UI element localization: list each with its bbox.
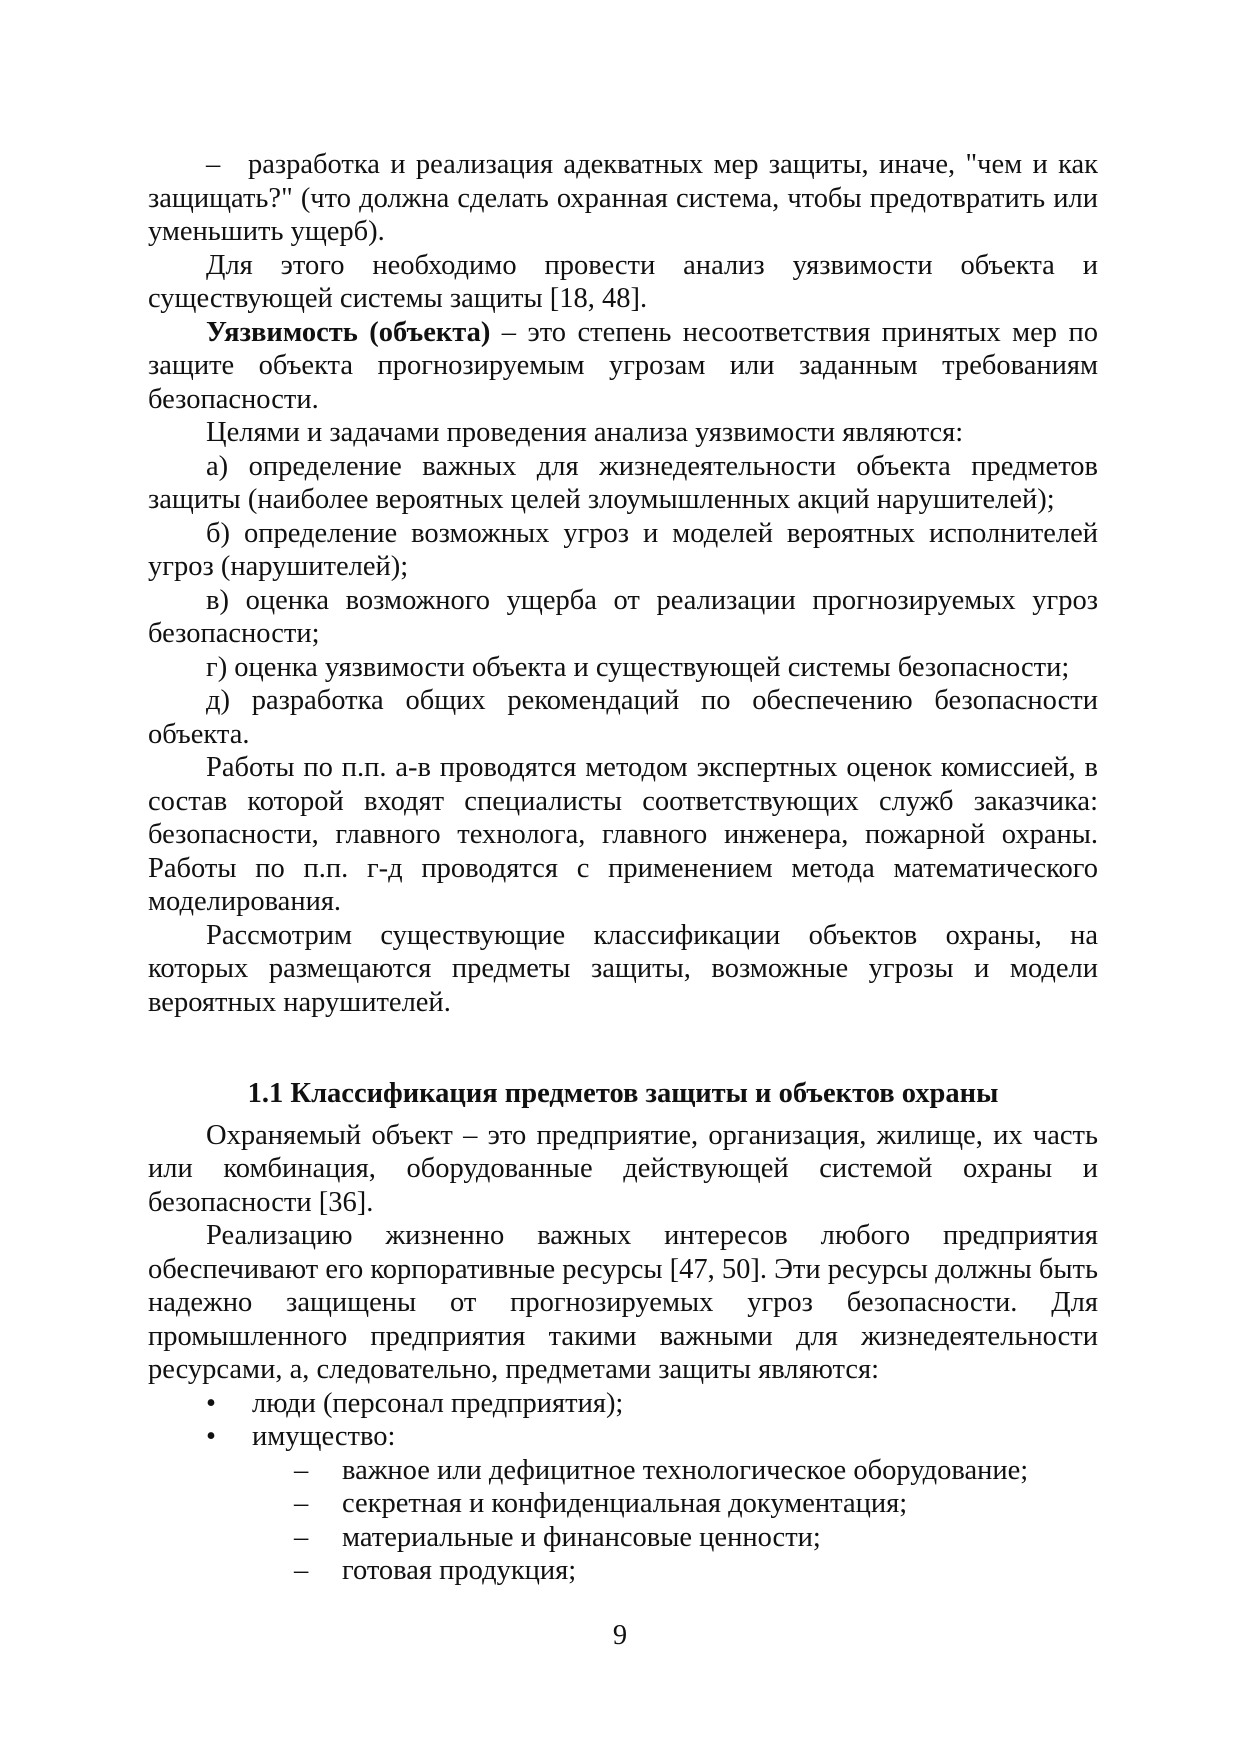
list-item-v: в) оценка возможного ущерба от реализации прогнозируемых угроз безопасности; <box>148 584 1098 649</box>
paragraph: Охраняемый объект – это предприятие, организация, жилище, их часть или комбинация, оборудованные действующей системой охраны и безопасности [36]. <box>148 1119 1098 1218</box>
bullet-text: имущество: <box>252 1421 396 1452</box>
dash-mark: – <box>294 1555 309 1586</box>
document-page <box>148 148 1098 1588</box>
bullet-item <box>148 1387 1098 1421</box>
dash-mark: – <box>294 1488 309 1519</box>
page-number: 9 <box>612 1620 628 1651</box>
dash-mark: – <box>294 1454 309 1486</box>
paragraph: Реализацию жизненно важных интересов любого предприятия обеспечивают его корпоративные ресурсы [47, 50]. Эти ресурсы должны быть надежно защищены от прогнозируемых угроз безопасности. Для промышленного предприятия такими важными для жизнедеятельности ресурсами, а, следовательно, предметами защиты являются: <box>148 1220 1098 1385</box>
sub-item-text: готовая продукция; <box>342 1555 577 1586</box>
dash-mark: – <box>294 1521 309 1553</box>
sub-item <box>148 1454 1098 1488</box>
term-bold: Уязвимость (объекта) <box>206 316 491 348</box>
paragraph: Целями и задачами проведения анализа уязвимости являются: <box>206 417 964 448</box>
sub-item-text: секретная и конфиденциальная документация; <box>342 1488 908 1519</box>
paragraph: Работы по п.п. а-в проводятся методом экспертных оценок комиссией, в состав которой входят специалисты соответствующих служб заказчика: безопасности, главного технолога, главного инженера, пожарной охраны. Работы по п.п. г-д проводятся с применением метода математического моделирования. <box>148 752 1098 917</box>
bullet-icon: • <box>206 1387 216 1419</box>
bullet-item <box>148 1420 1098 1454</box>
definition-text: – это степень несоответствия принятых мер по защите объекта прогнозируемым угрозам или заданным требованиям безопасности. <box>148 316 1098 415</box>
bullet-icon: • <box>206 1421 216 1452</box>
sub-item-text: материальные и финансовые ценности; <box>342 1521 821 1553</box>
list-item-d: д) разработка общих рекомендаций по обеспечению безопасности объекта. <box>148 685 1098 750</box>
paragraph-definition <box>148 316 1098 417</box>
paragraph-text: разработка и реализация адекватных мер защиты, иначе, "чем и как защищать?" (что должна сделать охранная система, чтобы предотвратить или уменьшить ущерб). <box>148 149 1098 247</box>
list-item-a: а) определение важных для жизнедеятельности объекта предметов защиты (наиболее вероятных целей злоумышленных акций нарушителей); <box>148 450 1098 515</box>
sub-item <box>148 1554 1098 1588</box>
bullet-text: люди (персонал предприятия); <box>252 1387 624 1419</box>
paragraph-dash-item <box>148 148 1098 249</box>
sub-item <box>148 1487 1098 1521</box>
sub-item <box>148 1521 1098 1555</box>
list-item-b: б) определение возможных угроз и моделей вероятных исполнителей угроз (нарушителей); <box>148 517 1098 582</box>
section-heading: 1.1 Классификация предметов защиты и объектов охраны <box>247 1078 999 1109</box>
paragraph: Рассмотрим существующие классификации объектов охраны, на которых размещаются предметы защиты, возможные угрозы и модели вероятных нарушителей. <box>148 919 1098 1018</box>
list-item-g: г) оценка уязвимости объекта и существующей системы безопасности; <box>206 651 1070 683</box>
sub-item-text: важное или дефицитное технологическое оборудование; <box>342 1454 1029 1486</box>
dash-mark: – <box>206 149 221 180</box>
paragraph: Для этого необходимо провести анализ уязвимости объекта и существующей системы защиты [18, 48]. <box>148 249 1098 314</box>
